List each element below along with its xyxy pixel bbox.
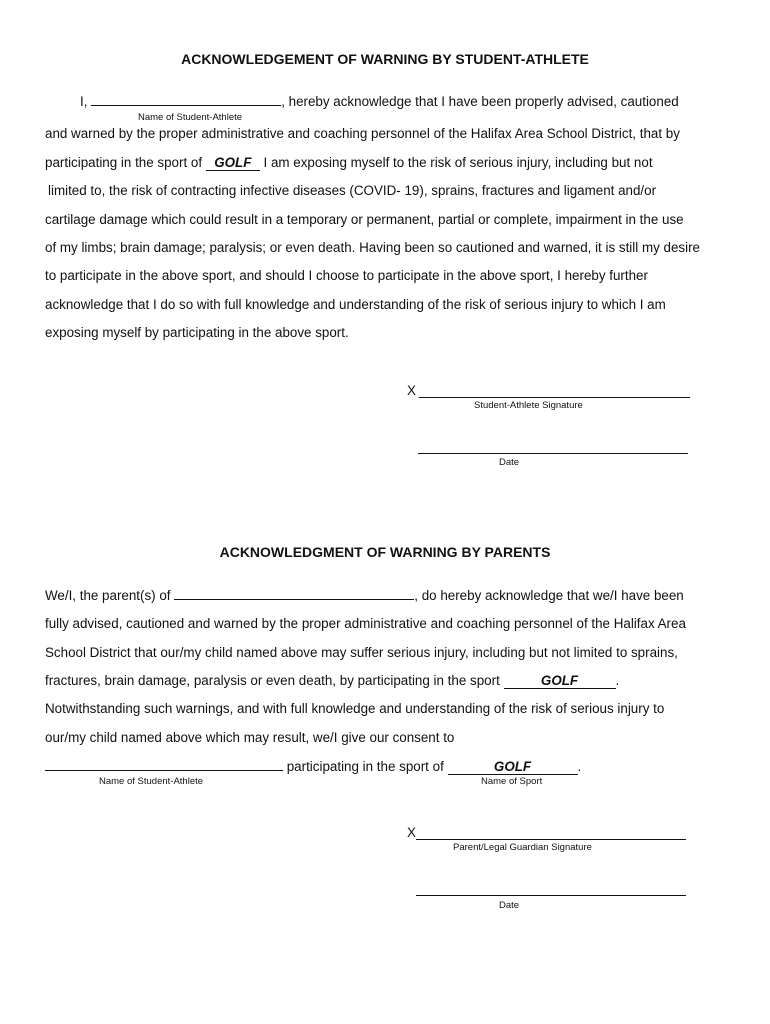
intro-suffix: , hereby acknowledge that I have been properly advised, cautioned xyxy=(281,94,679,109)
parent-body-line-2: fully advised, cautioned and warned by the proper administrative and coaching personnel of the Halifax Area xyxy=(45,616,686,631)
parent-child-name-field[interactable] xyxy=(174,587,414,600)
student-body-line-2: and warned by the proper administrative and coaching personnel of the Halifax Area School District, that by xyxy=(45,126,680,141)
student-body-line-5: cartilage damage which could result in a temporary or permanent, partial or complete, impairment in the use xyxy=(45,212,684,227)
parent-line1-suffix: , do hereby acknowledge that we/I have been xyxy=(414,588,684,603)
student-body-line-7: to participate in the above sport, and should I choose to participate in the above sport, I hereby further xyxy=(45,268,648,283)
parent-body-line-5: Notwithstanding such warnings, and with full knowledge and understanding of the risk of serious injury to xyxy=(45,701,665,716)
parent-student-name-field[interactable] xyxy=(45,758,283,771)
parent-line7-middle: participating in the sport of xyxy=(286,759,444,774)
student-body-line-4: limited to, the risk of contracting infective diseases (COVID- 19), sprains, fractures and ligament and/or xyxy=(48,183,657,198)
student-date-line[interactable] xyxy=(418,453,688,454)
parent-line4-suffix: . xyxy=(615,673,620,688)
student-signature-caption: Student-Athlete Signature xyxy=(474,400,583,411)
student-body-line-3 xyxy=(45,155,653,171)
parent-signature-line[interactable] xyxy=(416,839,686,840)
student-body-line-9: exposing myself by participating in the above sport. xyxy=(45,325,349,340)
parent-body-line-4 xyxy=(45,673,619,689)
student-signature-x: X xyxy=(407,383,416,398)
parent-date-caption: Date xyxy=(499,900,520,911)
parent-signature-x: X xyxy=(407,825,416,840)
student-sport-field[interactable]: GOLF xyxy=(206,156,260,171)
parent-sport-caption: Name of Sport xyxy=(481,776,543,787)
parent-body-line-6: our/my child named above which may result, we/I give our consent to xyxy=(45,730,455,745)
parent-line4-prefix: fractures, brain damage, paralysis or even death, by participating in the sport xyxy=(45,673,500,688)
student-name-field[interactable] xyxy=(91,93,281,106)
line3-prefix: participating in the sport of xyxy=(45,155,203,170)
student-signature-line[interactable] xyxy=(419,397,690,398)
parent-name-caption: Name of Student-Athlete xyxy=(99,776,204,787)
student-intro-line xyxy=(80,93,679,110)
parent-sport-field-2[interactable]: GOLF xyxy=(448,760,578,775)
student-body-line-6: of my limbs; brain damage; paralysis; or even death. Having been so cautioned and warned, it is still my desire xyxy=(45,240,700,255)
parent-body-line-7 xyxy=(45,758,581,775)
student-body-line-8: acknowledge that I do so with full knowledge and understanding of the risk of serious injury to which I am xyxy=(45,297,666,312)
parent-line7-suffix: . xyxy=(577,759,582,774)
parent-line1-prefix: We/I, the parent(s) of xyxy=(45,588,171,603)
parent-signature-caption: Parent/Legal Guardian Signature xyxy=(453,842,592,853)
student-date-caption: Date xyxy=(499,457,520,468)
parent-date-line[interactable] xyxy=(416,895,686,896)
student-section-title: ACKNOWLEDGEMENT OF WARNING BY STUDENT-ATHLETE xyxy=(181,51,589,67)
parent-section-title: ACKNOWLEDGMENT OF WARNING BY PARENTS xyxy=(219,544,551,560)
parent-body-line-3: School District that our/my child named above may suffer serious injury, including but not limited to sprains, xyxy=(45,645,678,660)
parent-sport-field[interactable]: GOLF xyxy=(504,674,616,689)
line3-suffix: I am exposing myself to the risk of serious injury, including but not xyxy=(263,155,653,170)
parent-body-line-1 xyxy=(45,587,684,604)
intro-prefix: I, xyxy=(80,94,88,109)
student-name-caption: Name of Student-Athlete xyxy=(138,112,243,123)
